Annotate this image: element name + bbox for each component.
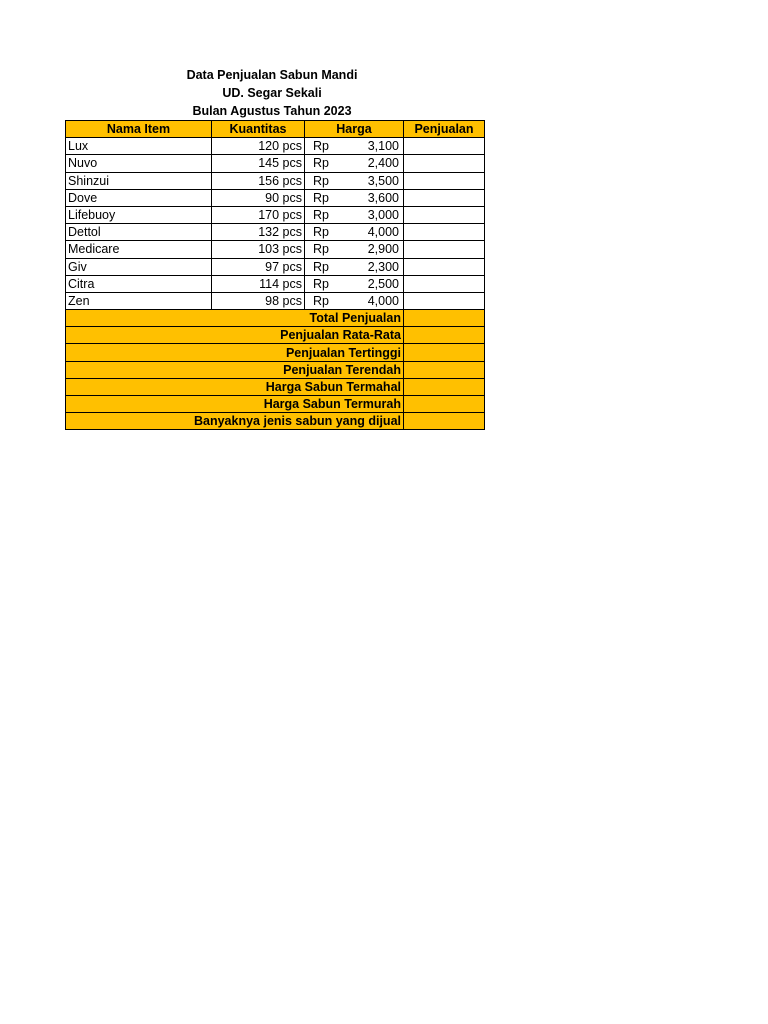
item-name-cell[interactable]: Lifebuoy bbox=[66, 206, 212, 223]
quantity-cell[interactable]: 145 pcs bbox=[212, 155, 305, 172]
item-name-cell[interactable]: Nuvo bbox=[66, 155, 212, 172]
sales-table bbox=[65, 120, 485, 430]
sales-cell[interactable] bbox=[404, 206, 485, 223]
item-name-cell[interactable]: Giv bbox=[66, 258, 212, 275]
table-row bbox=[66, 258, 485, 275]
quantity-cell[interactable]: 97 pcs bbox=[212, 258, 305, 275]
quantity-cell[interactable]: 114 pcs bbox=[212, 275, 305, 292]
quantity-cell[interactable]: 156 pcs bbox=[212, 172, 305, 189]
report-title-block bbox=[66, 66, 478, 120]
price-value: 2,300 bbox=[367, 259, 399, 274]
summary-row bbox=[66, 378, 485, 395]
summary-row bbox=[66, 396, 485, 413]
table-row bbox=[66, 138, 485, 155]
currency-label: Rp bbox=[313, 225, 329, 240]
currency-label: Rp bbox=[313, 259, 329, 274]
sales-cell[interactable] bbox=[404, 155, 485, 172]
summary-row bbox=[66, 361, 485, 378]
quantity-cell[interactable]: 98 pcs bbox=[212, 292, 305, 309]
sales-cell[interactable] bbox=[404, 258, 485, 275]
currency-label: Rp bbox=[313, 242, 329, 257]
summary-value-cell[interactable] bbox=[404, 361, 485, 378]
currency-label: Rp bbox=[313, 139, 329, 154]
price-value: 2,400 bbox=[367, 156, 399, 171]
header-price[interactable]: Harga bbox=[305, 121, 404, 138]
summary-row bbox=[66, 310, 485, 327]
currency-label: Rp bbox=[313, 156, 329, 171]
sales-cell[interactable] bbox=[404, 172, 485, 189]
header-qty[interactable]: Kuantitas bbox=[212, 121, 305, 138]
report-period: Bulan Agustus Tahun 2023 bbox=[192, 104, 352, 118]
summary-row bbox=[66, 344, 485, 361]
table-row bbox=[66, 155, 485, 172]
sales-cell[interactable] bbox=[404, 292, 485, 309]
price-value: 4,000 bbox=[367, 293, 399, 308]
quantity-cell[interactable]: 132 pcs bbox=[212, 224, 305, 241]
summary-label[interactable]: Harga Sabun Termurah bbox=[66, 396, 404, 413]
currency-label: Rp bbox=[313, 276, 329, 291]
sales-cell[interactable] bbox=[404, 189, 485, 206]
currency-label: Rp bbox=[313, 208, 329, 223]
header-name[interactable]: Nama Item bbox=[66, 121, 212, 138]
table-row bbox=[66, 206, 485, 223]
item-name-cell[interactable]: Dettol bbox=[66, 224, 212, 241]
summary-row bbox=[66, 413, 485, 430]
price-cell[interactable] bbox=[305, 292, 404, 309]
price-value: 2,900 bbox=[367, 242, 399, 257]
price-cell[interactable] bbox=[305, 206, 404, 223]
table-row bbox=[66, 275, 485, 292]
summary-value-cell[interactable] bbox=[404, 396, 485, 413]
price-value: 2,500 bbox=[367, 276, 399, 291]
summary-label[interactable]: Harga Sabun Termahal bbox=[66, 378, 404, 395]
summary-value-cell[interactable] bbox=[404, 310, 485, 327]
summary-value-cell[interactable] bbox=[404, 378, 485, 395]
price-cell[interactable] bbox=[305, 172, 404, 189]
sales-cell[interactable] bbox=[404, 241, 485, 258]
quantity-cell[interactable]: 90 pcs bbox=[212, 189, 305, 206]
item-name-cell[interactable]: Zen bbox=[66, 292, 212, 309]
table-row bbox=[66, 241, 485, 258]
company-name: UD. Segar Sekali bbox=[222, 86, 322, 100]
header-row bbox=[66, 121, 485, 138]
price-value: 3,600 bbox=[367, 190, 399, 205]
summary-label[interactable]: Total Penjualan bbox=[66, 310, 404, 327]
price-cell[interactable] bbox=[305, 258, 404, 275]
summary-value-cell[interactable] bbox=[404, 327, 485, 344]
price-cell[interactable] bbox=[305, 275, 404, 292]
table-row bbox=[66, 292, 485, 309]
quantity-cell[interactable]: 103 pcs bbox=[212, 241, 305, 258]
price-value: 4,000 bbox=[367, 225, 399, 240]
sales-cell[interactable] bbox=[404, 138, 485, 155]
price-cell[interactable] bbox=[305, 224, 404, 241]
price-cell[interactable] bbox=[305, 138, 404, 155]
quantity-cell[interactable]: 170 pcs bbox=[212, 206, 305, 223]
summary-label[interactable]: Penjualan Tertinggi bbox=[66, 344, 404, 361]
summary-row bbox=[66, 327, 485, 344]
table-row bbox=[66, 189, 485, 206]
report-title: Data Penjualan Sabun Mandi bbox=[186, 68, 358, 82]
price-value: 3,000 bbox=[367, 208, 399, 223]
summary-label[interactable]: Penjualan Terendah bbox=[66, 361, 404, 378]
quantity-cell[interactable]: 120 pcs bbox=[212, 138, 305, 155]
item-name-cell[interactable]: Medicare bbox=[66, 241, 212, 258]
price-value: 3,100 bbox=[367, 139, 399, 154]
item-name-cell[interactable]: Lux bbox=[66, 138, 212, 155]
price-cell[interactable] bbox=[305, 189, 404, 206]
price-value: 3,500 bbox=[367, 173, 399, 188]
table-row bbox=[66, 224, 485, 241]
currency-label: Rp bbox=[313, 173, 329, 188]
summary-value-cell[interactable] bbox=[404, 344, 485, 361]
summary-label[interactable]: Penjualan Rata-Rata bbox=[66, 327, 404, 344]
sales-cell[interactable] bbox=[404, 224, 485, 241]
table-row bbox=[66, 172, 485, 189]
item-name-cell[interactable]: Citra bbox=[66, 275, 212, 292]
item-name-cell[interactable]: Shinzui bbox=[66, 172, 212, 189]
summary-label[interactable]: Banyaknya jenis sabun yang dijual bbox=[66, 413, 404, 430]
sales-cell[interactable] bbox=[404, 275, 485, 292]
price-cell[interactable] bbox=[305, 241, 404, 258]
currency-label: Rp bbox=[313, 190, 329, 205]
item-name-cell[interactable]: Dove bbox=[66, 189, 212, 206]
currency-label: Rp bbox=[313, 293, 329, 308]
price-cell[interactable] bbox=[305, 155, 404, 172]
summary-value-cell[interactable] bbox=[404, 413, 485, 430]
header-sales[interactable]: Penjualan bbox=[404, 121, 485, 138]
